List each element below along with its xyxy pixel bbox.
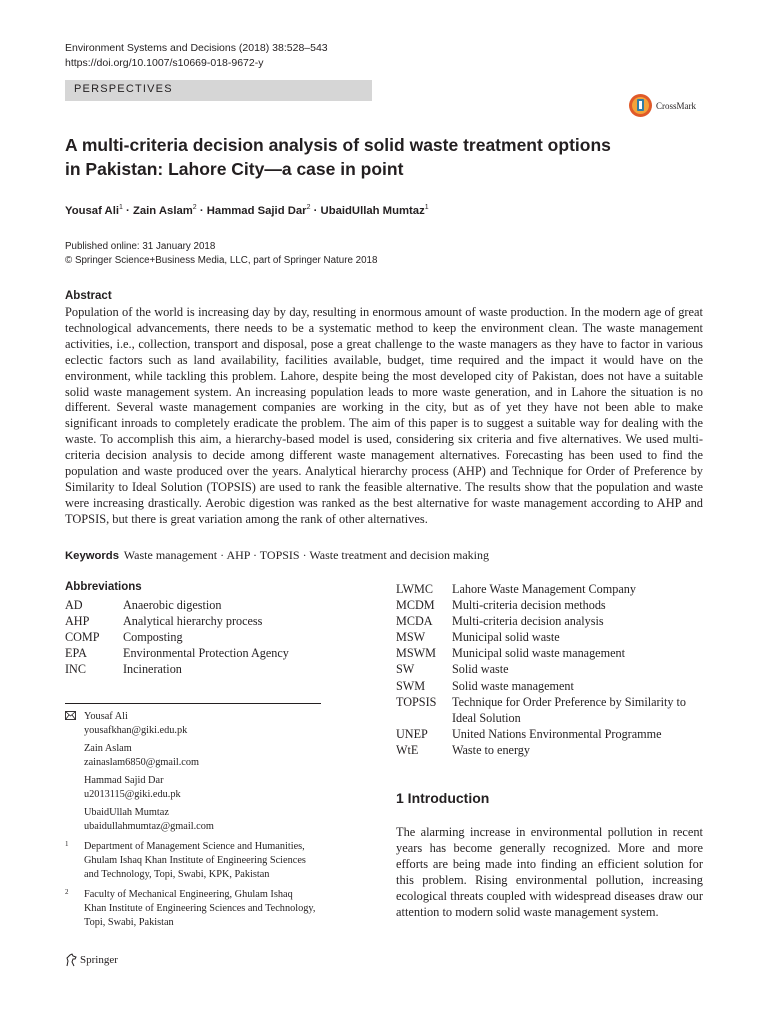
author-name[interactable]: UbaidUllah Mumtaz bbox=[320, 204, 425, 217]
contact-name: UbaidUllah Mumtaz bbox=[84, 807, 169, 818]
abbreviation: AHP bbox=[65, 614, 90, 629]
abbreviation: INC bbox=[65, 662, 86, 677]
abbreviation-row bbox=[396, 694, 716, 726]
introduction-heading: 1 Introduction bbox=[396, 790, 490, 806]
abbreviation-definition: Anaerobic digestion bbox=[123, 598, 222, 612]
contact-email[interactable]: yousafkhan@giki.edu.pk bbox=[84, 725, 188, 737]
abbreviations-heading: Abbreviations bbox=[65, 581, 142, 593]
affiliation-line: Ghulam Ishaq Khan Institute of Engineering Sciences bbox=[84, 855, 306, 867]
contact-name: Yousaf Ali bbox=[84, 711, 128, 722]
abbreviation-definition: Analytical hierarchy process bbox=[123, 614, 263, 629]
abbreviation: AD bbox=[65, 598, 83, 612]
affiliation-line: Faculty of Mechanical Engineering, Ghulam Ishaq bbox=[84, 889, 293, 900]
publisher-name: Springer bbox=[80, 954, 118, 966]
title-line-2: in Pakistan: Lahore City—a case in point bbox=[65, 158, 404, 179]
abbreviation-row bbox=[65, 661, 365, 677]
abbreviation-definition-continued: Ideal Solution bbox=[452, 710, 521, 725]
author-name[interactable]: Zain Aslam bbox=[132, 204, 193, 217]
abbreviation: UNEP bbox=[396, 726, 428, 741]
abstract-heading: Abstract bbox=[65, 290, 112, 302]
abbreviation-row bbox=[65, 613, 365, 629]
section-label: PERSPECTIVES bbox=[74, 83, 173, 95]
title-line-1: A multi-criteria decision analysis of solid waste treatment options bbox=[65, 135, 611, 155]
abstract-text: Population of the world is increasing day by day, resulting in enormous amount of waste production. In the modern age of great technological advancements, there needs to be a systematic method to keep the environment clean. The waste management activities, i.e., collection, transport and disposal, pose a great challenge to the waste managers as they have to factor in various eclectic factors such as land availability, facilities available, budget, time required and the impact it would have on the environment, while tackling this problem. Lahore, despite being the most developed city of Pakistan, does not have a suitable solid waste management system. An increasing population leads to more waste generation, and in Lahore the situation is no different. Several waste management companies are working in the city, but as of yet they have not been able to make significant inroads to completely eradicate the problem. The aim of this paper is to suggest a suitable way for dealing with the waste. To accomplish this aim, a hierarchy-based model is used, considering six criteria and five alternatives. We used multi-criteria decision analysis to decide among different waste management alternatives. Forecasting has been used to find the population and waste produced over the years. Analytical hierarchy process (AHP) and Technique for Order of Preference by Similarity to Ideal Solution (TOPSIS) are used to rank the feasible alternative. The results show that the population and waste were increasing drastically. Aerobic digestion was ranked as the best alternative for waste management according to AHP and TOPSIS, but there is great variation among the rank of other alternatives. bbox=[65, 305, 703, 526]
abbreviation: MCDA bbox=[396, 614, 433, 629]
abbreviation-row bbox=[396, 661, 716, 677]
journal-citation: Environment Systems and Decisions (2018) 38:528–543 bbox=[65, 42, 328, 54]
abbreviation-definition: United Nations Environmental Programme bbox=[452, 726, 662, 741]
crossmark-icon bbox=[628, 93, 653, 118]
affiliation-line: Khan Institute of Engineering Sciences and Technology, bbox=[84, 903, 316, 915]
abbreviation: EPA bbox=[65, 646, 87, 661]
contact-email[interactable]: u2013115@giki.edu.pk bbox=[84, 789, 181, 801]
abbreviation-definition: Multi-criteria decision methods bbox=[452, 598, 606, 613]
abbreviation-row bbox=[396, 597, 716, 613]
author-name[interactable]: Yousaf Ali bbox=[65, 204, 119, 217]
abbreviation: MSWM bbox=[396, 646, 436, 661]
contact-entry bbox=[84, 774, 181, 802]
abbreviation-row bbox=[65, 629, 365, 645]
section-band bbox=[65, 80, 372, 101]
affiliation-line: and Technology, Topi, Swabi, KPK, Pakistan bbox=[84, 869, 270, 881]
crossmark-label: CrossMark bbox=[656, 101, 696, 111]
abbreviation-definition: Waste to energy bbox=[452, 742, 530, 757]
abbreviation-definition: Composting bbox=[123, 630, 183, 645]
abbreviation-definition: Environmental Protection Agency bbox=[123, 646, 289, 661]
abbreviation-row bbox=[65, 645, 365, 661]
published-date: Published online: 31 January 2018 bbox=[65, 241, 216, 252]
contact-entry bbox=[84, 806, 214, 834]
abbreviation: LWMC bbox=[396, 582, 434, 596]
abbreviation: SWM bbox=[396, 678, 426, 693]
abbreviation-row bbox=[396, 726, 716, 742]
contact-email[interactable]: zainaslam6850@gmail.com bbox=[84, 757, 199, 769]
abbreviation-row bbox=[396, 645, 716, 661]
abbreviations-right-column bbox=[396, 581, 716, 758]
copyright-notice: © Springer Science+Business Media, LLC, part of Springer Nature 2018 bbox=[65, 255, 378, 266]
abbreviation: COMP bbox=[65, 630, 100, 645]
abbreviation-row bbox=[396, 613, 716, 629]
envelope-icon bbox=[65, 711, 76, 720]
keywords bbox=[65, 548, 489, 563]
keywords-label: Keywords bbox=[65, 550, 119, 562]
abbreviation-row bbox=[396, 742, 716, 758]
contact-entry bbox=[84, 710, 187, 738]
abbreviation-definition: Multi-criteria decision analysis bbox=[452, 614, 604, 629]
author-name[interactable]: Hammad Sajid Dar bbox=[206, 204, 307, 217]
abbreviation: WtE bbox=[396, 742, 419, 757]
crossmark-badge[interactable] bbox=[628, 93, 706, 121]
author-affiliation-ref: 2 bbox=[306, 204, 311, 211]
abbreviations-left-column bbox=[65, 597, 365, 677]
abbreviation: MSW bbox=[396, 630, 426, 645]
springer-horse-icon bbox=[65, 953, 78, 967]
affiliation-line: Department of Management Science and Humanities, bbox=[84, 841, 305, 852]
author-affiliation-ref: 2 bbox=[192, 204, 197, 211]
abbreviation: MCDM bbox=[396, 598, 435, 613]
abbreviation-definition: Solid waste management bbox=[452, 678, 574, 693]
abbreviation: SW bbox=[396, 662, 415, 677]
abbreviation-row bbox=[396, 678, 716, 694]
contact-divider bbox=[65, 703, 321, 704]
abbreviation-definition: Incineration bbox=[123, 662, 182, 677]
abbreviation-definition: Municipal solid waste bbox=[452, 630, 560, 645]
author-affiliation-ref: 1 bbox=[118, 204, 123, 211]
abbreviation-row bbox=[396, 629, 716, 645]
abbreviation: TOPSIS bbox=[396, 694, 437, 709]
affiliation-line: Topi, Swabi, Pakistan bbox=[84, 917, 174, 929]
journal-header bbox=[65, 41, 328, 71]
abbreviation-row bbox=[65, 597, 365, 613]
publication-info bbox=[65, 240, 377, 268]
doi-link[interactable]: https://doi.org/10.1007/s10669-018-9672-y bbox=[65, 57, 264, 69]
abbreviation-definition: Lahore Waste Management Company bbox=[452, 582, 636, 596]
abbreviation-definition: Technique for Order Preference by Similarity to bbox=[452, 694, 687, 709]
contact-email[interactable]: ubaidullahmumtaz@gmail.com bbox=[84, 821, 214, 833]
abbreviation-row bbox=[396, 581, 716, 597]
contact-name: Hammad Sajid Dar bbox=[84, 775, 164, 786]
abbreviation-definition: Municipal solid waste management bbox=[452, 646, 625, 661]
contact-entry bbox=[84, 742, 199, 770]
introduction-text: The alarming increase in environmental pollution in recent years has become generally recognized. More and more efforts are being made into finding an efficient solution for this problem. Rising environmental pollution, increasing ecological threats coupled with widespread diseases draw our attention to modern solid waste management system. bbox=[396, 825, 703, 919]
abbreviation-definition: Solid waste bbox=[452, 662, 509, 677]
affiliation-number: 1 bbox=[65, 840, 69, 848]
author-list: Yousaf Ali$^1$ · Zain Aslam$^2$ · Hammad Sajid Dar$^2$ · UbaidUllah Mumtaz$^1$ bbox=[65, 204, 429, 217]
affiliation-number: 2 bbox=[65, 888, 69, 896]
author-affiliation-ref: 1 bbox=[424, 204, 429, 211]
keywords-text: Waste management · AHP · TOPSIS · Waste treatment and decision making bbox=[123, 548, 490, 562]
article-title bbox=[65, 134, 665, 181]
contact-name: Zain Aslam bbox=[84, 743, 132, 754]
